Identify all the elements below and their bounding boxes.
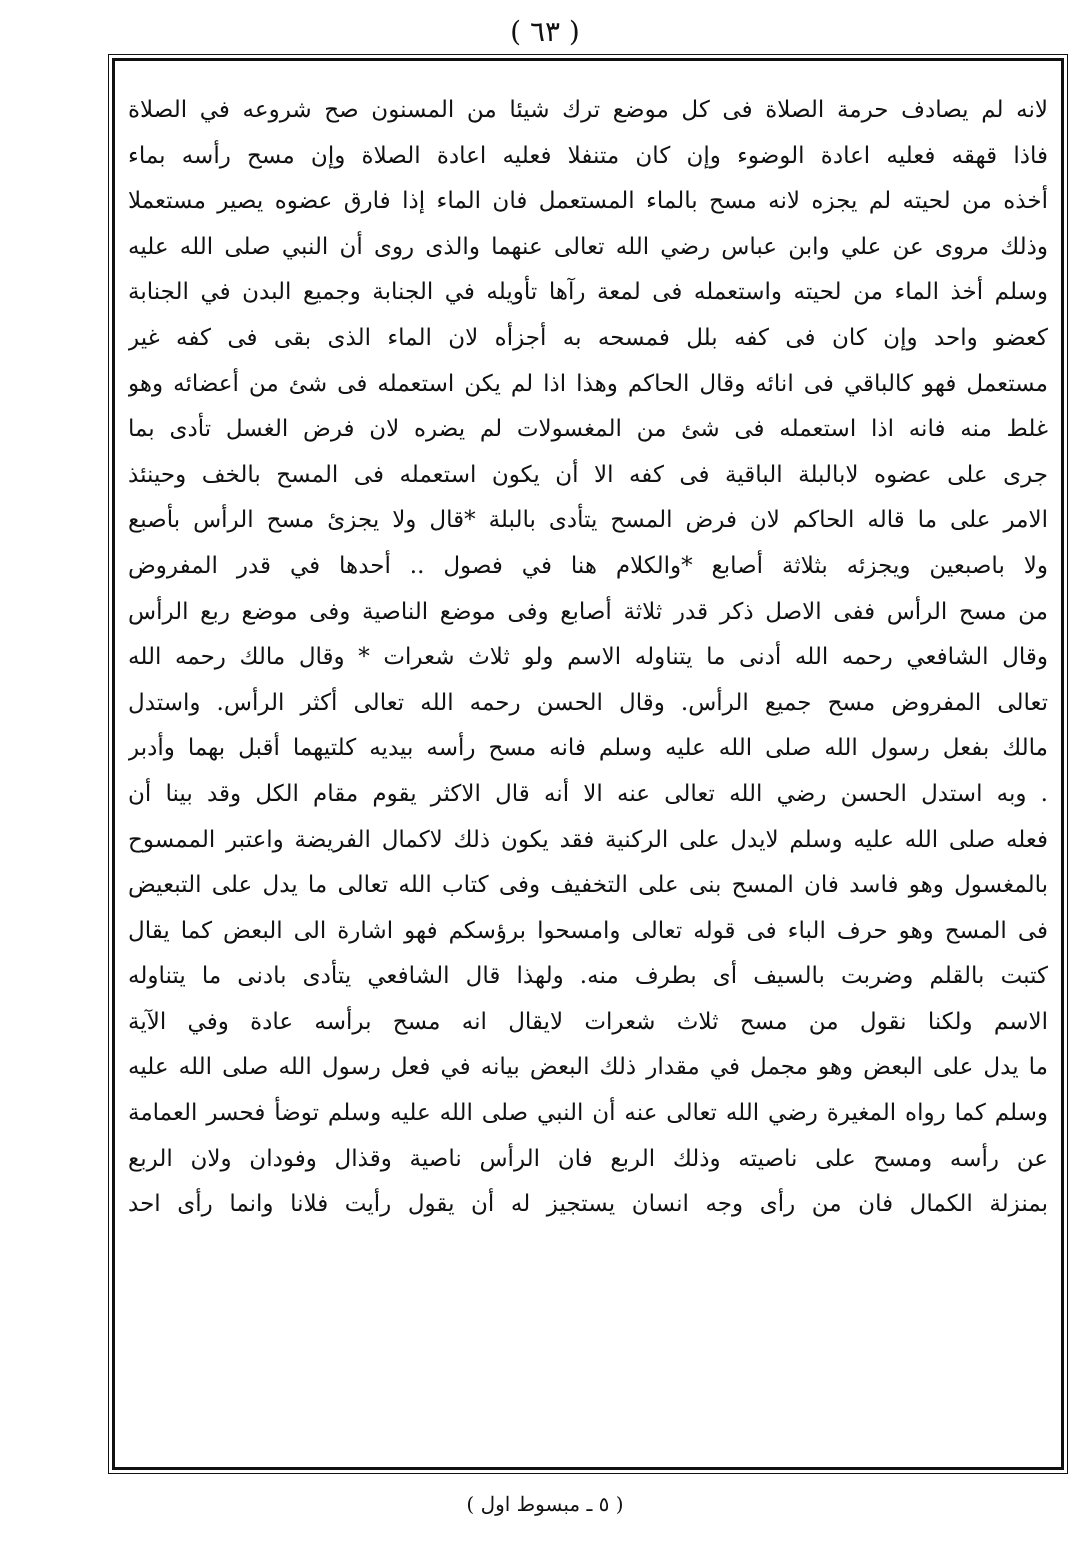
text-line: كتبت بالقلم وضربت بالسيف أى بطرف منه. ولهذا قال الشافعي يتأدى بادنى ما يتناوله xyxy=(128,963,1048,990)
text-line: الاسم ولكنا نقول من مسح ثلاث شعرات لايقال انه مسح برأسه عادة وفي الآية xyxy=(128,1008,1048,1035)
text-line: مالك بفعل رسول الله صلى الله عليه وسلم فانه مسح رأسه بيديه كلتيهما أقبل بهما وأدبر xyxy=(128,735,1048,762)
text-line: لانه لم يصادف حرمة الصلاة فى كل موضع ترك شيئا من المسنون صح شروعه في الصلاة xyxy=(128,97,1048,123)
text-line: فعله صلى الله عليه وسلم لايدل على الركنية فقد يكون ذلك لاكمال الفريضة واعتبر الممسوح xyxy=(128,826,1048,853)
text-line: ولا باصبعين ويجزئه بثلاثة أصابع *والكلام هنا في فصول .. أحدها في قدر المفروض xyxy=(128,552,1048,579)
text-line: ما يدل على البعض وهو مجمل في مقدار ذلك البعض بيانه في فعل رسول الله صلى الله عليه xyxy=(128,1054,1048,1081)
text-line: تعالى المفروض مسح جميع الرأس. وقال الحسن رحمه الله تعالى أكثر الرأس. واستدل xyxy=(128,689,1048,716)
text-line: وسلم كما رواه المغيرة رضي الله تعالى عنه أن النبي صلى الله عليه وسلم توضأ فحسر العمامة xyxy=(128,1100,1048,1127)
text-line: فاذا قهقه فعليه اعادة الوضوء وإن كان متنفلا فعليه اعادة الصلاة وإن مسح رأسه بماء xyxy=(128,142,1048,169)
text-line: فى المسح وهو حرف الباء فى قوله تعالى وامسحوا برؤسكم فهو اشارة الى البعض كما يقال xyxy=(128,917,1048,944)
text-line: غلط منه فانه اذا استعمله فى شئ من المغسولات لم يضره لان فرض الغسل تأدى بما xyxy=(128,416,1048,443)
text-line: بمنزلة الكمال فان من رأى وجه انسان يستجيز له أن يقول رأيت فلانا وانما رأى احد xyxy=(128,1191,1048,1218)
text-line: الامر على ما قاله الحاكم لان فرض المسح يتأدى بالبلة *قال ولا يجزئ مسح الرأس بأصبع xyxy=(128,507,1048,534)
body-text xyxy=(128,88,1048,1228)
text-line: جرى على عضوه لابالبلة الباقية فى كفه الا أن يكون استعمله فى المسح بالخف وحينئذ xyxy=(128,461,1048,488)
text-line: من مسح الرأس ففى الاصل ذكر قدر ثلاثة أصابع وفى موضع الناصية وفى موضع ربع الرأس xyxy=(128,598,1048,625)
text-line: وذلك مروى عن علي وابن عباس رضي الله تعالى عنهما والذى روى أن النبي صلى الله عليه xyxy=(128,233,1048,260)
text-line: مستعمل فهو كالباقي فى انائه وقال الحاكم وهذا اذا لم يكن استعمله فى شئ من أعضائه وهو xyxy=(128,370,1048,397)
text-line: . وبه استدل الحسن رضي الله تعالى عنه الا أنه قال الاكثر يقوم مقام الكل وقد بينا أن xyxy=(128,780,1048,807)
text-line: وسلم أخذ الماء من لحيته واستعمله فى لمعة رآها تأويله في الجنابة وجميع البدن في الجنابة xyxy=(128,279,1048,306)
signature-mark: ( ٥ ـ مبسوط اول ) xyxy=(466,1492,624,1516)
text-line: وقال الشافعي رحمه الله أدنى ما يتناوله الاسم ولو ثلاث شعرات * وقال مالك رحمه الله xyxy=(128,644,1048,671)
text-line: عن رأسه ومسح على ناصيته وذلك الربع فان الرأس ناصية وقذال وفودان ولان الربع xyxy=(128,1145,1048,1172)
text-line: كعضو واحد وإن كان فى كفه بلل فمسحه به أجزأه لان الماء الذى بقى فى كفه غير xyxy=(128,324,1048,351)
text-line: بالمغسول وهو فاسد فان المسح بنى على التخفيف وفى كتاب الله تعالى ما يدل على التبعيض xyxy=(128,872,1048,899)
text-line: أخذه من لحيته لم يجزه لانه مسح بالماء المستعمل فان الماء إذا فارق عضوه يصير مستعملا xyxy=(128,188,1048,215)
page-number: ( ٦٣ ) xyxy=(510,15,580,48)
